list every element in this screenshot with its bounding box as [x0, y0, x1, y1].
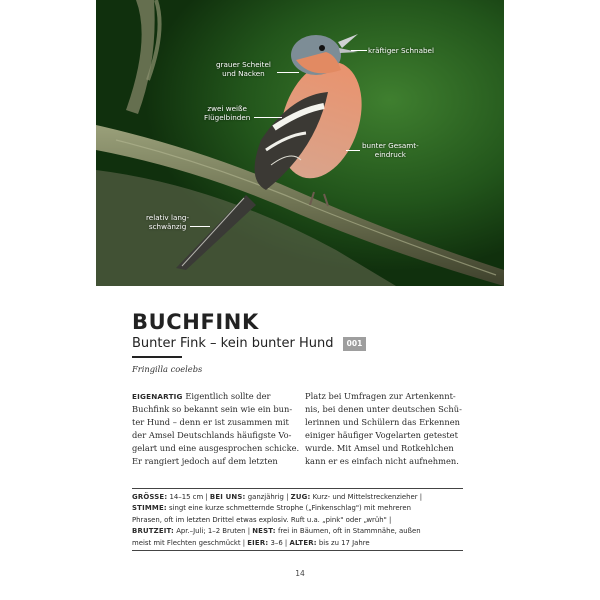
text-line: kann er es einfach nicht aufnehmen.: [305, 456, 459, 467]
photo-illustration: [96, 0, 504, 286]
chaffinch-photo: [96, 0, 504, 286]
text-line: lerinnen und Schülern das Erkennen: [305, 417, 460, 428]
text-line: EIGENARTIG Eigentlich sollte der: [132, 391, 271, 401]
annotation-line: [277, 72, 299, 73]
text-line: gelart und eine ausgesprochen schicke.: [132, 443, 300, 454]
fact-line: STIMME: singt eine kurze schmetternde Strophe („Finkenschlag") mit mehreren: [132, 504, 411, 513]
latin-name: Fringilla coelebs: [132, 364, 203, 374]
annotation-line: [351, 50, 367, 51]
fact-line: Phrasen, oft im letzten Drittel etwas explosiv. Ruft u.a. „pink" oder „wrüh" |: [132, 515, 392, 524]
annotation-line: [346, 150, 360, 151]
page-number: 14: [295, 569, 305, 578]
text-line: einiger häufiger Vogelarten getestet: [305, 430, 458, 441]
annotation-line: [254, 117, 282, 118]
text-line: Er rangiert jedoch auf dem letzten: [132, 456, 278, 467]
text-column-1: [132, 390, 300, 469]
text-column-2: [305, 390, 463, 469]
annotation-beak: kräftiger Schnabel: [368, 46, 434, 55]
fact-line: BRUTZEIT: Apr.–Juli; 1–2 Bruten | NEST: frei in Bäumen, oft in Stammnähe, außen: [132, 527, 421, 536]
text-line: Platz bei Umfragen zur Artenkennt-: [305, 391, 456, 401]
species-title: BUCHFINK: [132, 310, 259, 334]
text-line: nis, bei denen unter deutschen Schü-: [305, 404, 462, 415]
fact-line: meist mit Flechten geschmückt | EIER: 3–6 | ALTER: bis zu 17 Jahre: [132, 538, 370, 547]
facts-box: [132, 492, 463, 549]
annotation-crown: grauer Scheitel und Nacken: [216, 60, 271, 78]
text-line: Buchfink so bekannt sein wie ein bun-: [132, 404, 293, 415]
fact-line: GRÖSSE: 14–15 cm | BEI UNS: ganzjährig | ZUG: Kurz- und Mittelstreckenzieher |: [132, 493, 423, 501]
annotation-tail: relativ lang- schwänzig: [146, 213, 190, 231]
text-line: wurde. Mit Amsel und Rotkehlchen: [305, 443, 454, 454]
annotation-wingbars: zwei weiße Flügelbinden: [204, 104, 251, 122]
annotation-line: [190, 226, 210, 227]
lead-word: EIGENARTIG: [132, 392, 183, 401]
annotation-overall: bunter Gesamt- eindruck: [362, 141, 419, 159]
text-line: der Amsel Deutschlands häufigste Vo-: [132, 430, 292, 441]
facts-top-rule: [132, 488, 463, 489]
text-line: ter Hund – denn er ist zusammen mit: [132, 417, 289, 428]
species-subtitle: Bunter Fink – kein bunter Hund: [132, 336, 334, 351]
species-number-badge: 001: [343, 337, 366, 351]
subtitle-rule: [132, 356, 182, 358]
facts-bottom-rule: [132, 550, 463, 551]
